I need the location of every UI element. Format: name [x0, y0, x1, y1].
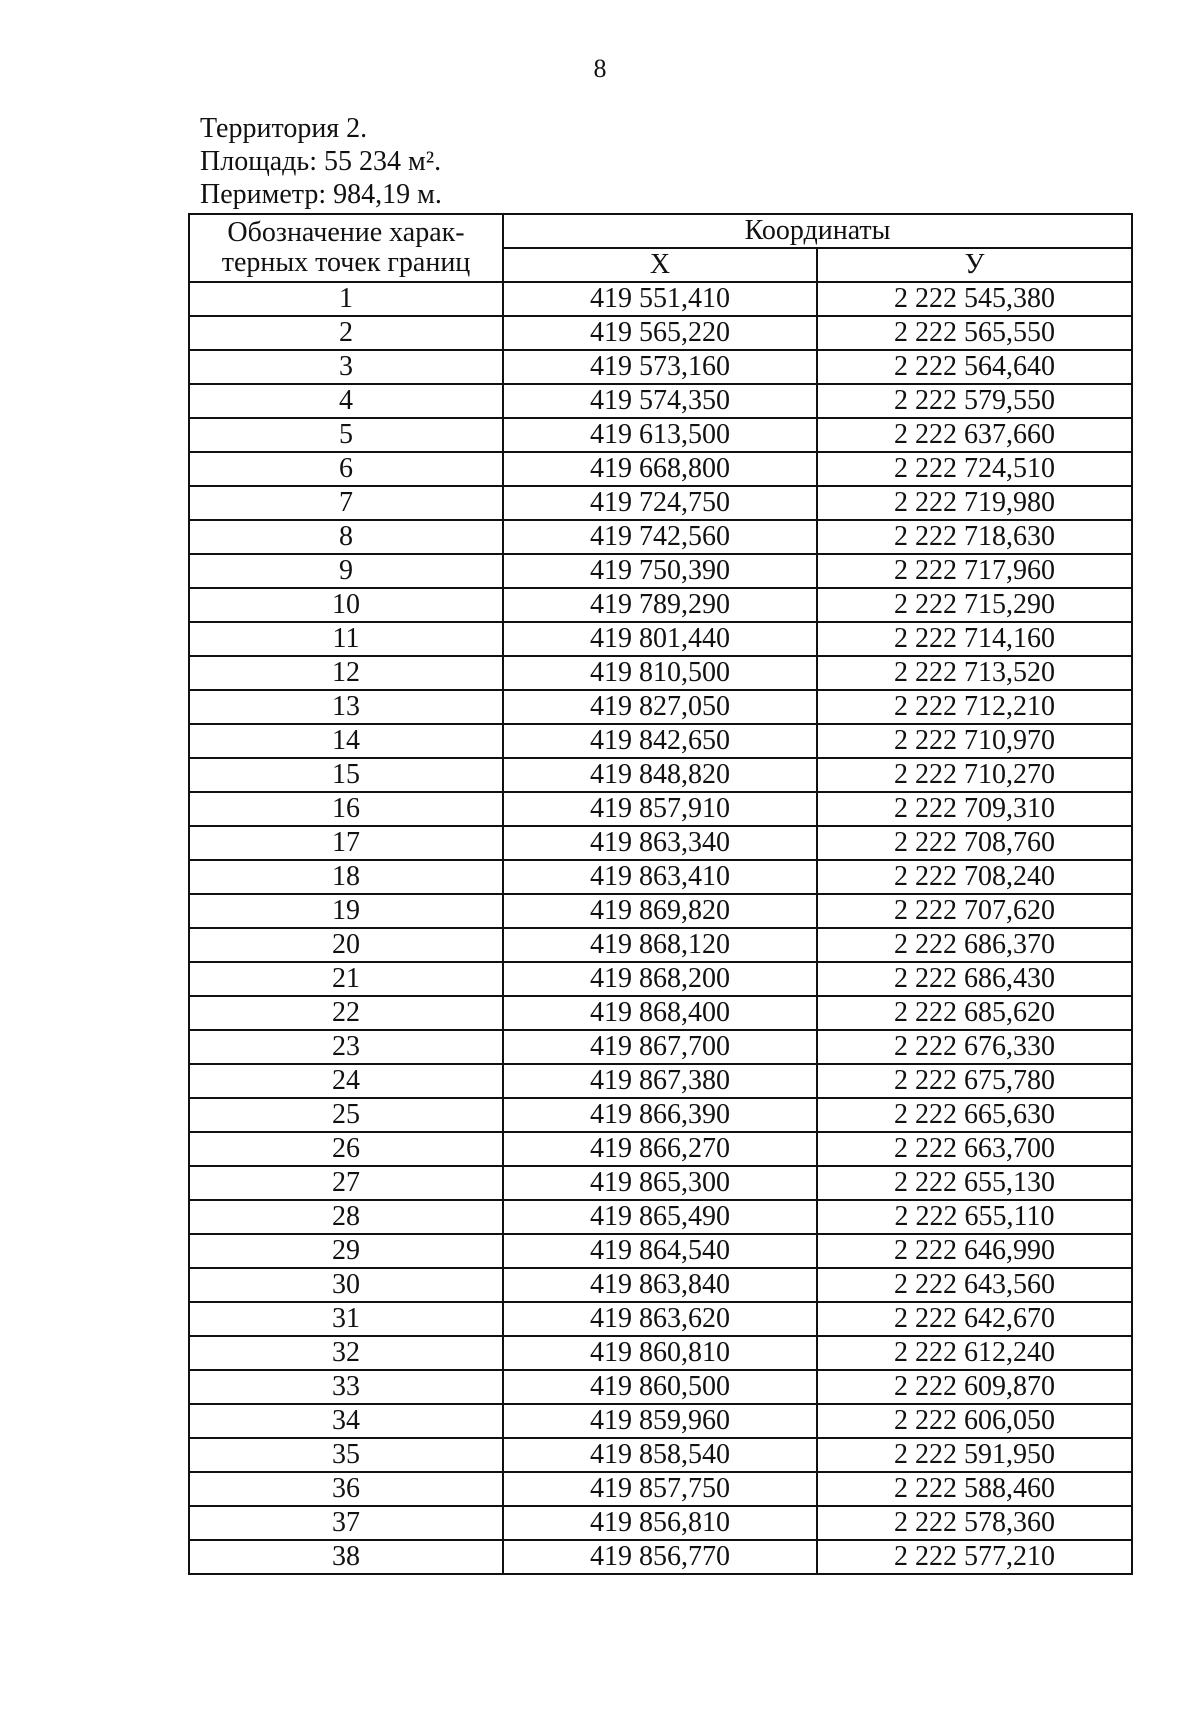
table-row [189, 962, 1132, 996]
x-coordinate-cell: 419 868,400 [503, 996, 817, 1030]
table-row [189, 860, 1132, 894]
y-coordinate-cell: 2 222 708,240 [817, 860, 1132, 894]
table-row [189, 1336, 1132, 1370]
point-number-cell: 23 [189, 1030, 503, 1064]
x-coordinate-cell: 419 866,390 [503, 1098, 817, 1132]
point-number-cell: 24 [189, 1064, 503, 1098]
territory-area: Площадь: 55 234 м². [200, 146, 442, 177]
x-coordinate-cell: 419 801,440 [503, 622, 817, 656]
x-coordinate-cell: 419 857,750 [503, 1472, 817, 1506]
y-coordinate-cell: 2 222 717,960 [817, 554, 1132, 588]
x-coordinate-cell: 419 868,120 [503, 928, 817, 962]
y-coordinate-cell: 2 222 713,520 [817, 656, 1132, 690]
coordinates-table-body [189, 282, 1132, 1574]
point-number-cell: 16 [189, 792, 503, 826]
table-row [189, 350, 1132, 384]
x-coordinate-cell: 419 860,500 [503, 1370, 817, 1404]
point-number-cell: 17 [189, 826, 503, 860]
x-coordinate-cell: 419 565,220 [503, 316, 817, 350]
point-number-cell: 7 [189, 486, 503, 520]
x-coordinate-cell: 419 863,340 [503, 826, 817, 860]
y-coordinate-cell: 2 222 655,130 [817, 1166, 1132, 1200]
table-row [189, 486, 1132, 520]
y-coordinate-cell: 2 222 675,780 [817, 1064, 1132, 1098]
point-number-cell: 4 [189, 384, 503, 418]
point-number-cell: 31 [189, 1302, 503, 1336]
territory-title: Территория 2. [200, 113, 368, 144]
y-coordinate-cell: 2 222 612,240 [817, 1336, 1132, 1370]
x-coordinate-cell: 419 868,200 [503, 962, 817, 996]
y-coordinate-cell: 2 222 646,990 [817, 1234, 1132, 1268]
y-coordinate-cell: 2 222 707,620 [817, 894, 1132, 928]
y-coordinate-cell: 2 222 637,660 [817, 418, 1132, 452]
table-row [189, 1234, 1132, 1268]
table-row [189, 928, 1132, 962]
points-header-line1: Обозначение харак- [227, 217, 465, 248]
y-coordinate-cell: 2 222 719,980 [817, 486, 1132, 520]
y-coordinate-cell: 2 222 708,760 [817, 826, 1132, 860]
table-row [189, 1268, 1132, 1302]
y-coordinate-cell: 2 222 710,970 [817, 724, 1132, 758]
y-coordinate-cell: 2 222 606,050 [817, 1404, 1132, 1438]
point-number-cell: 6 [189, 452, 503, 486]
x-coordinate-cell: 419 848,820 [503, 758, 817, 792]
x-coordinate-cell: 419 858,540 [503, 1438, 817, 1472]
y-coordinate-cell: 2 222 565,550 [817, 316, 1132, 350]
x-coordinate-cell: 419 551,410 [503, 282, 817, 316]
x-coordinate-cell: 419 810,500 [503, 656, 817, 690]
point-number-cell: 5 [189, 418, 503, 452]
x-coordinate-cell: 419 865,490 [503, 1200, 817, 1234]
x-coordinate-cell: 419 724,750 [503, 486, 817, 520]
x-coordinate-cell: 419 859,960 [503, 1404, 817, 1438]
table-row [189, 384, 1132, 418]
table-row [189, 894, 1132, 928]
table-row [189, 1098, 1132, 1132]
y-column-header: У [817, 248, 1132, 282]
point-number-cell: 10 [189, 588, 503, 622]
table-row [189, 282, 1132, 316]
x-coordinate-cell: 419 574,350 [503, 384, 817, 418]
point-number-cell: 1 [189, 282, 503, 316]
x-coordinate-cell: 419 750,390 [503, 554, 817, 588]
y-coordinate-cell: 2 222 686,370 [817, 928, 1132, 962]
x-coordinate-cell: 419 827,050 [503, 690, 817, 724]
coordinates-group-header: Координаты [503, 214, 1132, 248]
table-row [189, 826, 1132, 860]
x-coordinate-cell: 419 866,270 [503, 1132, 817, 1166]
point-number-cell: 35 [189, 1438, 503, 1472]
table-row [189, 792, 1132, 826]
x-coordinate-cell: 419 865,300 [503, 1166, 817, 1200]
point-number-cell: 33 [189, 1370, 503, 1404]
x-coordinate-cell: 419 860,810 [503, 1336, 817, 1370]
point-number-cell: 13 [189, 690, 503, 724]
point-number-cell: 8 [189, 520, 503, 554]
x-coordinate-cell: 419 867,380 [503, 1064, 817, 1098]
x-coordinate-cell: 419 668,800 [503, 452, 817, 486]
point-number-cell: 27 [189, 1166, 503, 1200]
point-number-cell: 26 [189, 1132, 503, 1166]
point-number-cell: 11 [189, 622, 503, 656]
table-row [189, 554, 1132, 588]
point-number-cell: 30 [189, 1268, 503, 1302]
x-coordinate-cell: 419 863,840 [503, 1268, 817, 1302]
table-row [189, 758, 1132, 792]
table-row [189, 1438, 1132, 1472]
point-number-cell: 36 [189, 1472, 503, 1506]
point-number-cell: 25 [189, 1098, 503, 1132]
point-number-cell: 22 [189, 996, 503, 1030]
point-number-cell: 9 [189, 554, 503, 588]
territory-header [200, 112, 442, 211]
y-coordinate-cell: 2 222 545,380 [817, 282, 1132, 316]
point-number-cell: 15 [189, 758, 503, 792]
table-row [189, 316, 1132, 350]
y-coordinate-cell: 2 222 655,110 [817, 1200, 1132, 1234]
y-coordinate-cell: 2 222 577,210 [817, 1540, 1132, 1574]
territory-perimeter: Периметр: 984,19 м. [200, 179, 442, 210]
point-number-cell: 28 [189, 1200, 503, 1234]
table-row [189, 622, 1132, 656]
y-coordinate-cell: 2 222 579,550 [817, 384, 1132, 418]
table-row [189, 1064, 1132, 1098]
y-coordinate-cell: 2 222 588,460 [817, 1472, 1132, 1506]
x-coordinate-cell: 419 867,700 [503, 1030, 817, 1064]
table-row [189, 996, 1132, 1030]
table-row [189, 1540, 1132, 1574]
table-row [189, 1370, 1132, 1404]
point-number-cell: 29 [189, 1234, 503, 1268]
y-coordinate-cell: 2 222 676,330 [817, 1030, 1132, 1064]
table-row [189, 1506, 1132, 1540]
table-row [189, 1404, 1132, 1438]
coordinates-table [188, 213, 1133, 1575]
y-coordinate-cell: 2 222 714,160 [817, 622, 1132, 656]
y-coordinate-cell: 2 222 709,310 [817, 792, 1132, 826]
y-coordinate-cell: 2 222 578,360 [817, 1506, 1132, 1540]
x-coordinate-cell: 419 789,290 [503, 588, 817, 622]
x-coordinate-cell: 419 857,910 [503, 792, 817, 826]
x-coordinate-cell: 419 856,770 [503, 1540, 817, 1574]
y-coordinate-cell: 2 222 724,510 [817, 452, 1132, 486]
x-coordinate-cell: 419 742,560 [503, 520, 817, 554]
y-coordinate-cell: 2 222 710,270 [817, 758, 1132, 792]
table-row [189, 418, 1132, 452]
point-number-cell: 20 [189, 928, 503, 962]
x-coordinate-cell: 419 869,820 [503, 894, 817, 928]
table-row [189, 1030, 1132, 1064]
point-number-cell: 34 [189, 1404, 503, 1438]
point-number-cell: 38 [189, 1540, 503, 1574]
y-coordinate-cell: 2 222 591,950 [817, 1438, 1132, 1472]
table-row [189, 1166, 1132, 1200]
y-coordinate-cell: 2 222 564,640 [817, 350, 1132, 384]
table-row [189, 690, 1132, 724]
table-row [189, 520, 1132, 554]
y-coordinate-cell: 2 222 609,870 [817, 1370, 1132, 1404]
y-coordinate-cell: 2 222 712,210 [817, 690, 1132, 724]
table-row [189, 1200, 1132, 1234]
x-coordinate-cell: 419 856,810 [503, 1506, 817, 1540]
point-number-cell: 14 [189, 724, 503, 758]
x-coordinate-cell: 419 863,620 [503, 1302, 817, 1336]
table-row [189, 1472, 1132, 1506]
y-coordinate-cell: 2 222 665,630 [817, 1098, 1132, 1132]
x-coordinate-cell: 419 613,500 [503, 418, 817, 452]
y-coordinate-cell: 2 222 663,700 [817, 1132, 1132, 1166]
x-coordinate-cell: 419 573,160 [503, 350, 817, 384]
y-coordinate-cell: 2 222 685,620 [817, 996, 1132, 1030]
point-number-cell: 12 [189, 656, 503, 690]
point-number-cell: 19 [189, 894, 503, 928]
point-number-cell: 21 [189, 962, 503, 996]
x-coordinate-cell: 419 864,540 [503, 1234, 817, 1268]
y-coordinate-cell: 2 222 643,560 [817, 1268, 1132, 1302]
table-row [189, 656, 1132, 690]
point-number-cell: 2 [189, 316, 503, 350]
y-coordinate-cell: 2 222 642,670 [817, 1302, 1132, 1336]
table-row [189, 588, 1132, 622]
y-coordinate-cell: 2 222 715,290 [817, 588, 1132, 622]
page-number: 8 [593, 54, 607, 83]
x-coordinate-cell: 419 842,650 [503, 724, 817, 758]
point-number-cell: 32 [189, 1336, 503, 1370]
table-row [189, 1132, 1132, 1166]
points-header-line2: терных точек границ [221, 247, 471, 278]
table-row [189, 452, 1132, 486]
point-number-cell: 3 [189, 350, 503, 384]
y-coordinate-cell: 2 222 718,630 [817, 520, 1132, 554]
table-row [189, 724, 1132, 758]
point-number-cell: 18 [189, 860, 503, 894]
points-column-header [189, 214, 503, 282]
y-coordinate-cell: 2 222 686,430 [817, 962, 1132, 996]
table-row [189, 1302, 1132, 1336]
x-column-header: X [503, 248, 817, 282]
point-number-cell: 37 [189, 1506, 503, 1540]
x-coordinate-cell: 419 863,410 [503, 860, 817, 894]
